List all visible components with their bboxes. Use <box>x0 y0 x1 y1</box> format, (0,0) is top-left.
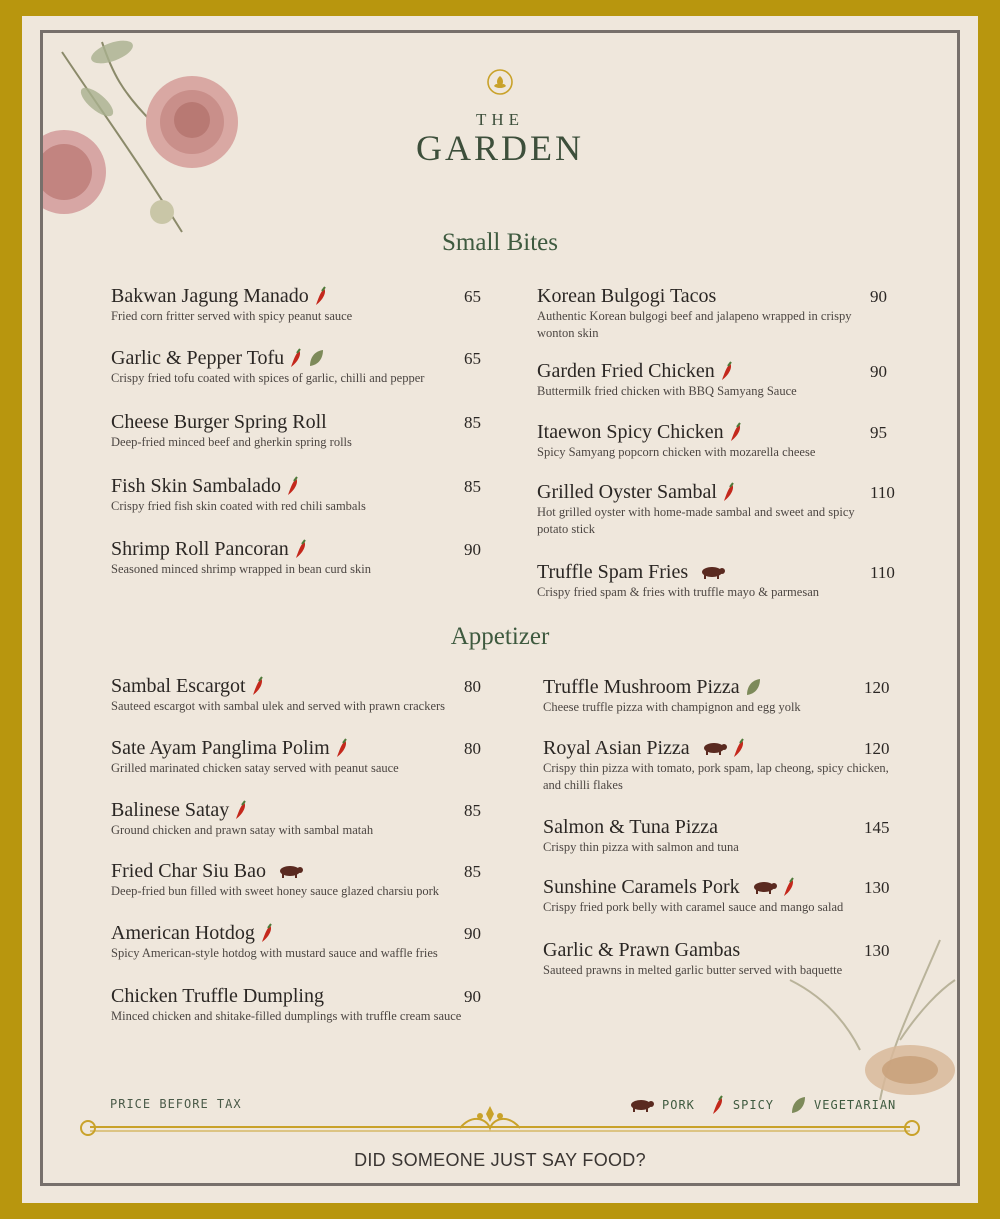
menu-item-price: 95 <box>870 423 887 442</box>
menu-item-price: 90 <box>464 540 481 559</box>
menu-item-name-row <box>543 876 893 898</box>
leaf-icon <box>308 349 324 367</box>
menu-item-description: Deep-fried minced beef and gherkin spring rolls <box>111 435 352 449</box>
chili-icon <box>234 800 248 820</box>
pork-icon <box>751 880 777 894</box>
menu-item-description: Buttermilk fried chicken with BBQ Samyang Sauce <box>537 384 797 398</box>
chili-icon <box>782 877 796 897</box>
menu-item-description: Deep-fried bun filled with sweet honey sauce glazed charsiu pork <box>111 884 440 898</box>
menu-item-description: Grilled marinated chicken satay served with peanut sauce <box>111 761 399 775</box>
menu-item-price: 110 <box>870 483 895 502</box>
menu-item-price: 120 <box>864 739 890 758</box>
chili-icon <box>294 539 308 559</box>
menu-item-description: Sauteed escargot with sambal ulek and served with prawn crackers <box>111 699 446 713</box>
leaf-icon <box>745 678 761 696</box>
menu-item-price: 85 <box>464 862 481 881</box>
menu-item-name-row <box>111 799 501 821</box>
menu-item <box>111 860 501 900</box>
menu-item-description: Spicy Samyang popcorn chicken with mozarella cheese <box>537 445 816 459</box>
menu-item <box>111 675 501 715</box>
menu-item-name-row <box>111 675 501 697</box>
pork-icon <box>701 741 727 755</box>
menu-item-price: 65 <box>464 287 481 306</box>
menu-item-name: American Hotdog <box>111 922 255 944</box>
menu-item-name-row <box>111 411 483 433</box>
menu-item-name: Bakwan Jagung Manado <box>111 285 309 307</box>
chili-icon <box>289 348 303 368</box>
menu-item-description: Crispy fried tofu coated with spices of garlic, chilli and pepper <box>111 371 425 385</box>
menu-item <box>111 799 501 839</box>
menu-item-name: Chicken Truffle Dumpling <box>111 985 324 1007</box>
menu-item-description: Authentic Korean bulgogi beef and jalapeno wrapped in crispy wonton skin <box>537 309 852 340</box>
menu-item-name: Korean Bulgogi Tacos <box>537 285 717 307</box>
menu-item-name-row <box>537 285 859 307</box>
menu-item-price: 90 <box>870 362 887 381</box>
menu-item <box>543 876 893 916</box>
ornament-divider <box>76 1100 924 1142</box>
menu-item-name-row <box>111 347 483 369</box>
menu-item-price: 90 <box>870 287 887 306</box>
menu-item-name: Garlic & Prawn Gambas <box>543 939 741 961</box>
menu-item <box>543 676 893 716</box>
brand-name: GARDEN <box>416 128 584 168</box>
chili-icon <box>286 476 300 496</box>
menu-item-description: Fried corn fritter served with spicy peanut sauce <box>111 309 353 323</box>
menu-item-name-row <box>111 860 501 882</box>
menu-item-description: Ground chicken and prawn satay with sambal matah <box>111 823 374 837</box>
menu-item-price: 85 <box>464 413 481 432</box>
menu-item-name-row <box>543 939 893 961</box>
chili-icon <box>314 286 328 306</box>
menu-item-description: Crispy thin pizza with salmon and tuna <box>543 840 739 854</box>
menu-item <box>111 285 483 325</box>
brand-the: THE <box>475 110 525 129</box>
chili-icon <box>720 361 734 381</box>
menu-item-name-row <box>111 538 483 560</box>
section-title-appetizer: Appetizer <box>450 623 550 650</box>
section-title-small-bites: Small Bites <box>442 229 558 256</box>
menu-item-name: Garden Fried Chicken <box>537 360 715 382</box>
menu-item-name: Sunshine Caramels Pork <box>543 876 740 898</box>
menu-item <box>537 360 859 400</box>
menu-item <box>111 922 501 962</box>
menu-item-price: 90 <box>464 924 481 943</box>
menu-item-name: Truffle Mushroom Pizza <box>543 676 740 698</box>
legend-spicy-label: SPICY <box>732 1098 775 1112</box>
menu-item-name-row <box>111 985 501 1007</box>
menu-item-description: Cheese truffle pizza with champignon and egg yolk <box>543 700 801 714</box>
menu-item <box>543 939 893 979</box>
chili-icon <box>260 923 274 943</box>
menu-item <box>543 737 893 794</box>
menu-item-name: Fish Skin Sambalado <box>111 475 282 497</box>
menu-item-description: Seasoned minced shrimp wrapped in bean curd skin <box>111 562 372 576</box>
pork-icon <box>277 864 303 878</box>
chili-icon <box>729 422 743 442</box>
menu-item-name: Sambal Escargot <box>111 675 246 697</box>
menu-item-name-row <box>537 360 859 382</box>
menu-item-name: Sate Ayam Panglima Polim <box>111 737 330 759</box>
menu-item-price: 130 <box>864 941 890 960</box>
menu-item-name-row <box>111 922 501 944</box>
menu-item-name-row <box>111 285 483 307</box>
menu-item-description: Crispy fried fish skin coated with red chili sambals <box>111 499 366 513</box>
menu-item-price: 145 <box>864 818 890 837</box>
menu-item-description: Sauteed prawns in melted garlic butter served with baquette <box>543 963 843 977</box>
menu-item-name-row <box>111 737 501 759</box>
menu-item-description: Crispy thin pizza with tomato, pork spam, lap cheong, spicy chicken, and chilli flakes <box>543 761 889 792</box>
menu-item-price: 120 <box>864 678 890 697</box>
menu-item <box>537 481 859 538</box>
menu-item-name: Balinese Satay <box>111 799 230 821</box>
menu-item-description: Spicy American-style hotdog with mustard sauce and waffle fries <box>111 946 438 960</box>
menu-item-name: Shrimp Roll Pancoran <box>111 538 289 560</box>
garden-logo-icon <box>486 68 514 96</box>
menu-item-price: 80 <box>464 739 481 758</box>
menu-item-price: 110 <box>870 563 895 582</box>
menu-item <box>111 411 483 451</box>
menu-item-price: 85 <box>464 477 481 496</box>
menu-item-price: 85 <box>464 801 481 820</box>
menu-item <box>111 737 501 777</box>
menu-item-price: 80 <box>464 677 481 696</box>
legend-vegetarian-label: VEGETARIAN <box>814 1098 897 1112</box>
chili-icon <box>251 676 265 696</box>
menu-item <box>111 347 483 387</box>
pork-icon <box>699 565 725 579</box>
menu-item-description: Crispy fried pork belly with caramel sauce and mango salad <box>543 900 844 914</box>
menu-item-price: 65 <box>464 349 481 368</box>
menu-item-price: 130 <box>864 878 890 897</box>
slogan: DID SOMEONE JUST SAY FOOD? <box>354 1150 646 1170</box>
chili-icon <box>335 738 349 758</box>
menu-item-name: Cheese Burger Spring Roll <box>111 411 327 433</box>
menu-item-name-row <box>543 816 893 838</box>
menu-item-name-row <box>537 481 859 503</box>
menu-item-name-row <box>537 561 859 583</box>
price-before-tax-note: PRICE BEFORE TAX <box>110 1097 242 1111</box>
menu-item-description: Hot grilled oyster with home-made sambal and sweet and spicy potato stick <box>537 505 855 536</box>
menu-item-name: Truffle Spam Fries <box>537 561 689 583</box>
menu-item-description: Minced chicken and shitake-filled dumplings with truffle cream sauce <box>111 1009 462 1023</box>
menu-item-name-row <box>543 737 893 759</box>
menu-item-name: Itaewon Spicy Chicken <box>537 421 724 443</box>
menu-item-description: Crispy fried spam & fries with truffle mayo & parmesan <box>537 585 819 599</box>
menu-item-name: Royal Asian Pizza <box>543 737 690 759</box>
menu-item <box>537 561 859 601</box>
menu-item <box>111 475 483 515</box>
menu-item-price: 90 <box>464 987 481 1006</box>
menu-item-name: Fried Char Siu Bao <box>111 860 266 882</box>
menu-item-name: Garlic & Pepper Tofu <box>111 347 285 369</box>
menu-item <box>543 816 893 856</box>
menu-item-name-row <box>543 676 893 698</box>
menu-item <box>537 421 859 461</box>
chili-icon <box>732 738 746 758</box>
menu-item-name: Salmon & Tuna Pizza <box>543 816 719 838</box>
legend-pork-label: PORK <box>662 1098 695 1112</box>
menu-item-name-row <box>537 421 859 443</box>
menu-item-name: Grilled Oyster Sambal <box>537 481 717 503</box>
menu-item <box>111 985 501 1025</box>
menu-item <box>537 285 859 342</box>
menu-item-name-row <box>111 475 483 497</box>
chili-icon <box>722 482 736 502</box>
menu-item <box>111 538 483 578</box>
